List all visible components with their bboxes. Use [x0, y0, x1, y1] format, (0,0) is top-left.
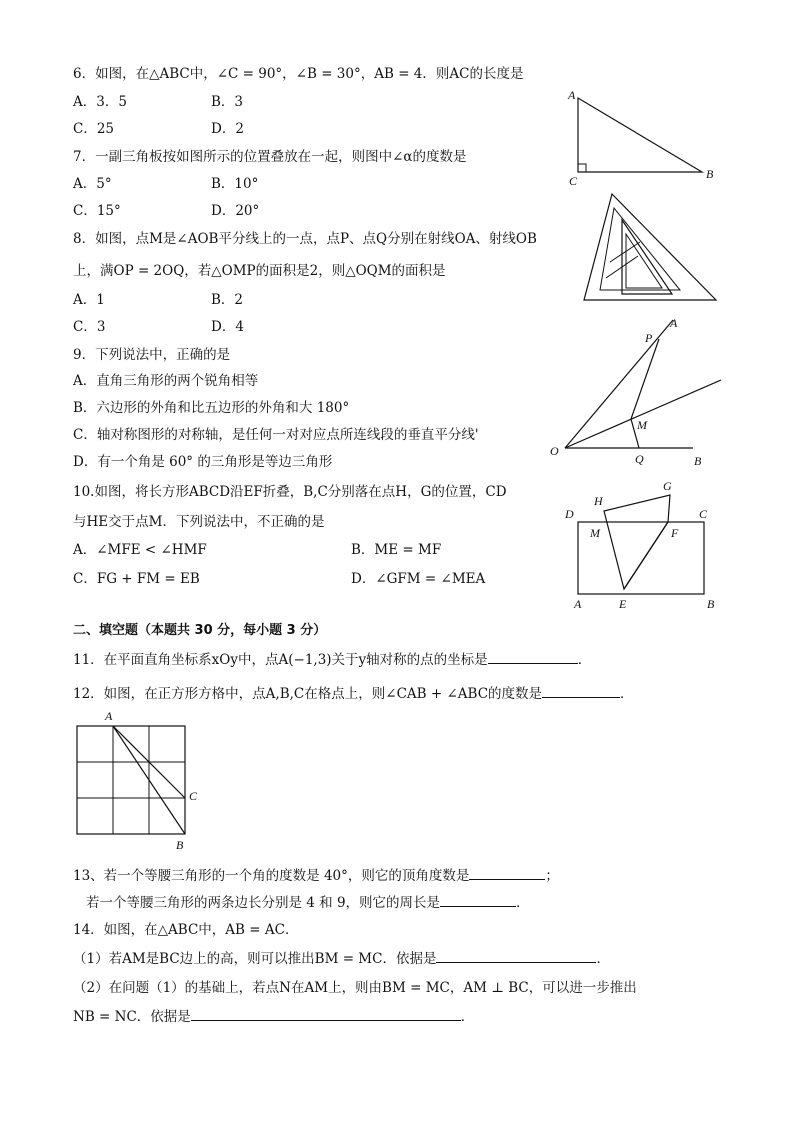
- q13-end-2: ．: [516, 895, 530, 911]
- grid-border: [77, 726, 185, 834]
- q13-answer-blank-1[interactable]: [469, 867, 545, 880]
- label-b: B: [694, 454, 702, 468]
- q9-option-a: A．直角三角形的两个锐角相等: [73, 373, 259, 389]
- label-b: B: [706, 167, 714, 181]
- q11-stem: 11．在平面直角坐标系xOy中，点A(−1,3)关于y轴对称的点的坐标是: [73, 652, 488, 668]
- label-c: C: [569, 174, 578, 188]
- q7-stem: 7．一副三角板按如图所示的位置叠放在一起，则图中∠α的度数是: [73, 149, 467, 165]
- q11-answer-blank[interactable]: [488, 651, 578, 664]
- fold-line-ef: [624, 522, 668, 589]
- q14-answer-blank-2[interactable]: [191, 1008, 461, 1021]
- q8-angle-bisector-figure: [545, 315, 735, 475]
- label-f: F: [671, 526, 679, 540]
- q12-line: [73, 682, 634, 702]
- overlap-line: [610, 242, 640, 262]
- q14-answer-blank-1[interactable]: [436, 950, 596, 963]
- q6-option-b: B．3: [211, 94, 244, 110]
- label-m: M: [590, 526, 600, 540]
- label-a: A: [105, 709, 113, 723]
- q10-option-d: D．∠GFM = ∠MEA: [351, 571, 486, 587]
- q9-option-b: B．六边形的外角和比五边形的外角和大 180°: [73, 400, 350, 416]
- q10-option-b: B．ME = MF: [351, 542, 442, 558]
- q12-grid-figure: [65, 708, 215, 853]
- label-p: P: [645, 331, 653, 345]
- q12-stem: 12．如图，在正方形方格中，点A,B,C在格点上，则∠CAB + ∠ABC的度数是: [73, 686, 543, 702]
- folded-flap: [604, 495, 670, 589]
- q6-right-triangle-figure: [560, 86, 730, 191]
- q7-set-squares-figure: [580, 190, 720, 305]
- q6-option-d: D．2: [211, 121, 244, 137]
- q14-part2-line2: [73, 1005, 474, 1025]
- q7-option-a: A．5°: [73, 176, 112, 192]
- q13-end-1: ；: [545, 868, 559, 884]
- label-c: C: [189, 789, 198, 803]
- q7-option-c: C．15°: [73, 203, 121, 219]
- q7-option-d: D．20°: [211, 203, 260, 219]
- q10-stem-line2: 与HE交于点M．下列说法中，不正确的是: [73, 514, 325, 530]
- q6-option-c: C．25: [73, 121, 115, 137]
- segment-pm: [631, 339, 659, 419]
- label-a: A: [670, 316, 678, 330]
- q14-part2-text: NB = NC．依据是: [73, 1009, 191, 1025]
- q10-option-c: C．FG + FM = EB: [73, 571, 200, 587]
- q10-option-a: A．∠MFE < ∠HMF: [73, 542, 207, 558]
- q14-part2-line1: （2）在问题（1）的基础上，若点N在AM上，则由BM = MC，AM ⊥ BC，可以进一步推出: [73, 980, 637, 996]
- q9-stem: 9．下列说法中，正确的是: [73, 347, 231, 363]
- q8-stem-line2: 上，满OP = 2OQ，若△OMP的面积是2，则△OQM的面积是: [73, 263, 446, 279]
- triangle-abc: [578, 98, 702, 172]
- label-b: B: [707, 597, 715, 611]
- outer-set-square: [584, 194, 716, 300]
- q13-stem-1: 13、若一个等腰三角形的一个角的度数是 40°，则它的顶角度数是: [73, 868, 470, 884]
- label-g: G: [663, 479, 672, 493]
- q6-stem: 6．如图，在△ABC中，∠C = 90°，∠B = 30°，AB = 4．则AC的长度是: [73, 66, 524, 82]
- q6-option-a: A．3．5: [73, 94, 127, 110]
- q14-part1-text: （1）若AM是BC边上的高，则可以推出BM = MC．依据是: [73, 951, 437, 967]
- q10-folded-rectangle-figure: [560, 475, 730, 615]
- label-a: A: [568, 88, 576, 102]
- q14-stem: 14．如图，在△ABC中，AB = AC．: [73, 922, 299, 938]
- q7-option-b: B．10°: [211, 176, 259, 192]
- label-m: M: [637, 418, 647, 432]
- q8-option-c: C．3: [73, 319, 106, 335]
- q14-part2-end: ．: [460, 1009, 475, 1025]
- q8-option-a: A．1: [73, 292, 105, 308]
- q9-option-c: C．轴对称图形的对称轴，是任何一对对应点所连线段的垂直平分线': [73, 427, 479, 443]
- q12-answer-blank[interactable]: [542, 685, 620, 698]
- bisector-ray: [565, 380, 721, 448]
- q13-stem-2: 若一个等腰三角形的两条边长分别是 4 和 9，则它的周长是: [86, 895, 441, 911]
- q8-option-b: B．2: [211, 292, 244, 308]
- q14-part1-end: ．: [596, 951, 610, 967]
- q13-answer-blank-2[interactable]: [440, 894, 516, 907]
- middle-set-square: [600, 208, 680, 290]
- ray-oa: [565, 320, 673, 448]
- label-e: E: [619, 597, 627, 611]
- q9-option-d: D．有一个角是 60° 的三角形是等边三角形: [73, 454, 333, 470]
- right-angle-mark: [578, 164, 586, 172]
- label-d: D: [565, 507, 574, 521]
- q11-line: [73, 648, 591, 668]
- label-b: B: [176, 838, 184, 852]
- section-title: 二、填空题（本题共 30 分，每小题 3 分）: [73, 623, 327, 638]
- q13-line2: [86, 891, 530, 911]
- label-o: O: [550, 444, 559, 458]
- q8-stem-line1: 8．如图，点M是∠AOB平分线上的一点，点P、点Q分别在射线OA、射线OB: [73, 231, 537, 247]
- q12-end: ．: [620, 686, 634, 702]
- label-h: H: [594, 494, 603, 508]
- q14-part1: [73, 947, 610, 967]
- label-q: Q: [635, 452, 644, 466]
- label-a: A: [574, 597, 582, 611]
- q13-line1: [73, 864, 559, 884]
- q10-stem-line1: 10.如图，将长方形ABCD沿EF折叠，B,C分别落在点H，G的位置，CD: [73, 484, 507, 500]
- inner-set-square: [622, 220, 672, 294]
- label-c: C: [699, 507, 708, 521]
- q8-option-d: D．4: [211, 319, 244, 335]
- q11-end: ．: [577, 652, 592, 668]
